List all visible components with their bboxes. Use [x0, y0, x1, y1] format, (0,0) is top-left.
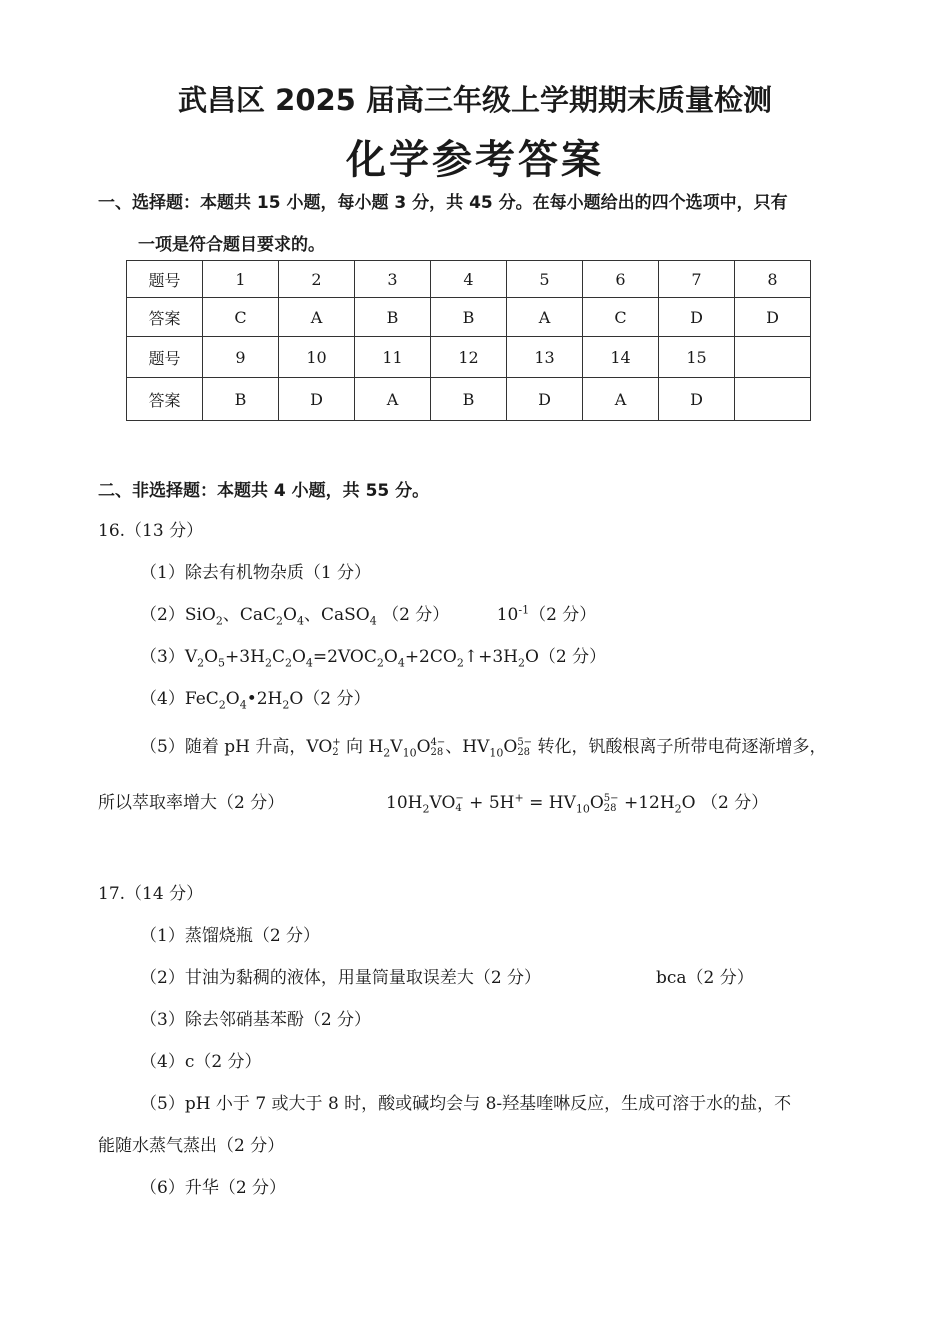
q16-answer-5-line1 [140, 732, 826, 758]
row-label: 答案 [127, 298, 203, 337]
subscript: 2 [376, 656, 384, 670]
table-cell: D [507, 378, 583, 421]
text: 向 [340, 737, 369, 757]
table-cell: A [583, 378, 659, 421]
superscript: -1 [518, 603, 530, 617]
subscript: 4 [369, 614, 377, 628]
text: C [271, 647, 285, 667]
table-cell: B [355, 298, 431, 337]
table-cell: D [659, 298, 735, 337]
q17-answer-6: （6）升华（2 分） [140, 1178, 287, 1198]
subscript: 2 [284, 656, 292, 670]
q16-answer-5-equation [386, 788, 768, 814]
text: 、CaC [222, 605, 277, 625]
subscript: 2 [197, 656, 205, 670]
text: 10H [386, 793, 423, 813]
table-row [127, 337, 811, 378]
table-cell: D [659, 378, 735, 421]
text: O [225, 689, 240, 709]
subscript: 28 [430, 746, 444, 758]
q16-answer-3 [140, 642, 607, 670]
text: H [368, 737, 384, 757]
text: （4） [140, 689, 185, 709]
table-cell: 14 [583, 337, 659, 378]
table-cell: 11 [355, 337, 431, 378]
table-cell: 2 [279, 261, 355, 298]
text: •2H [246, 689, 283, 709]
table-cell: 7 [659, 261, 735, 298]
subscript: 2 [422, 802, 430, 816]
subscript: 2 [276, 614, 284, 628]
q17-answer-3: （3）除去邻硝基苯酚（2 分） [140, 1010, 372, 1030]
subscript: 28 [517, 746, 531, 758]
table-cell: C [203, 298, 279, 337]
q16-answer-5-line2: 所以萃取率增大（2 分） [98, 793, 285, 813]
subscript: 10 [575, 802, 590, 816]
superscript: 5− [517, 736, 533, 748]
q16-answer-4 [140, 684, 371, 712]
subscript: 2 [215, 614, 223, 628]
subscript: 28 [603, 802, 617, 814]
text: O [283, 605, 297, 625]
q17-title: 17.（14 分） [98, 884, 204, 904]
row-label: 题号 [127, 337, 203, 378]
table-row [127, 298, 811, 337]
text: 10 [496, 605, 519, 625]
q17-answer-5-line1: （5）pH 小于 7 或大于 8 时，酸或碱均会与 8-羟基喹啉反应，生成可溶于水的盐，不 [140, 1094, 792, 1114]
table-cell: 9 [203, 337, 279, 378]
text: +12H [618, 793, 675, 813]
table-cell: C [583, 298, 659, 337]
text: O [503, 737, 518, 757]
subscript: 2 [282, 698, 290, 712]
superscript: + [514, 791, 524, 805]
subscript: 4 [305, 656, 313, 670]
superscript: + [332, 736, 341, 748]
text: （3） [140, 647, 185, 667]
table-cell: 1 [203, 261, 279, 298]
text: HV [462, 737, 490, 757]
subscript: 10 [489, 746, 504, 760]
q17-answer-5-line2: 能随水蒸气蒸出（2 分） [98, 1136, 285, 1156]
text: + 5H [463, 793, 515, 813]
text: V [390, 737, 403, 757]
text: V [184, 647, 198, 667]
text: O [416, 737, 431, 757]
table-cell: 5 [507, 261, 583, 298]
table-cell: 15 [659, 337, 735, 378]
text: 、CaSO [303, 605, 370, 625]
superscript: − [455, 792, 464, 804]
subscript: 2 [218, 698, 226, 712]
text: O [589, 793, 604, 813]
q16-title: 16.（13 分） [98, 521, 204, 541]
subscript: 10 [402, 746, 417, 760]
superscript: 5− [603, 792, 619, 804]
subscript: 4 [296, 614, 304, 628]
text: =2VOC [312, 647, 377, 667]
subscript: 4 [239, 698, 247, 712]
text: VO [306, 737, 333, 757]
table-cell: 8 [735, 261, 811, 298]
table-cell: 3 [355, 261, 431, 298]
subscript: 2 [517, 656, 525, 670]
text: O（2 分） [524, 647, 607, 667]
subscript: 2 [456, 656, 464, 670]
subscript: 2 [383, 746, 391, 760]
subscript: 2 [674, 802, 682, 816]
text: = HV [523, 793, 576, 813]
table-cell [735, 337, 811, 378]
text: +2CO [404, 647, 457, 667]
text: SiO [184, 605, 216, 625]
table-cell: B [431, 298, 507, 337]
section1-heading-line1: 一、选择题：本题共 15 小题，每小题 3 分，共 45 分。在每小题给出的四个选项中，只有 [98, 193, 788, 213]
q16-answer-2 [140, 600, 597, 628]
table-cell: D [735, 298, 811, 337]
subscript: 2 [264, 656, 272, 670]
table-row [127, 378, 811, 421]
text: （2） [140, 605, 185, 625]
text: 、 [445, 737, 463, 757]
superscript: 4− [430, 736, 446, 748]
table-cell [735, 378, 811, 421]
subscript: 4 [397, 656, 405, 670]
document-title: 武昌区 2025 届高三年级上学期期末质量检测 [178, 83, 772, 117]
row-label: 题号 [127, 261, 203, 298]
table-cell: A [507, 298, 583, 337]
section1-heading-line2: 一项是符合题目要求的。 [138, 235, 325, 255]
q17-answer-4: （4）c（2 分） [140, 1052, 262, 1072]
table-cell: A [279, 298, 355, 337]
subscript: 5 [218, 656, 226, 670]
q16-answer-1: （1）除去有机物杂质（1 分） [140, 563, 372, 583]
subscript: 4 [455, 802, 462, 814]
table-cell: 12 [431, 337, 507, 378]
table-cell: 4 [431, 261, 507, 298]
table-cell: 13 [507, 337, 583, 378]
section2-heading: 二、非选择题：本题共 4 小题，共 55 分。 [98, 481, 430, 501]
q17-answer-2b: bca（2 分） [656, 968, 754, 988]
table-row [127, 261, 811, 298]
subscript: 2 [332, 746, 339, 758]
text: +3H [225, 647, 265, 667]
text: O [291, 647, 306, 667]
document-subtitle: 化学参考答案 [346, 137, 604, 183]
text: ↑+3H [463, 647, 518, 667]
table-cell: B [431, 378, 507, 421]
text: O（2 分） [289, 689, 371, 709]
q17-answer-1: （1）蒸馏烧瓶（2 分） [140, 926, 321, 946]
text: O （2 分） [681, 793, 769, 813]
answer-table [126, 260, 811, 421]
table-cell: 10 [279, 337, 355, 378]
text: 转化，钒酸根离子所带电荷逐渐增多， [532, 737, 827, 757]
text: O [204, 647, 219, 667]
text: （2 分） [529, 605, 597, 625]
table-cell: 6 [583, 261, 659, 298]
text: （5）随着 pH 升高， [140, 737, 307, 757]
q17-answer-2: （2）甘油为黏稠的液体，用量筒量取误差大（2 分） [140, 968, 542, 988]
text: VO [429, 793, 456, 813]
table-cell: D [279, 378, 355, 421]
table-cell: B [203, 378, 279, 421]
text: （2 分） [376, 605, 450, 625]
text: O [383, 647, 398, 667]
text: FeC [184, 689, 219, 709]
table-cell: A [355, 378, 431, 421]
row-label: 答案 [127, 378, 203, 421]
